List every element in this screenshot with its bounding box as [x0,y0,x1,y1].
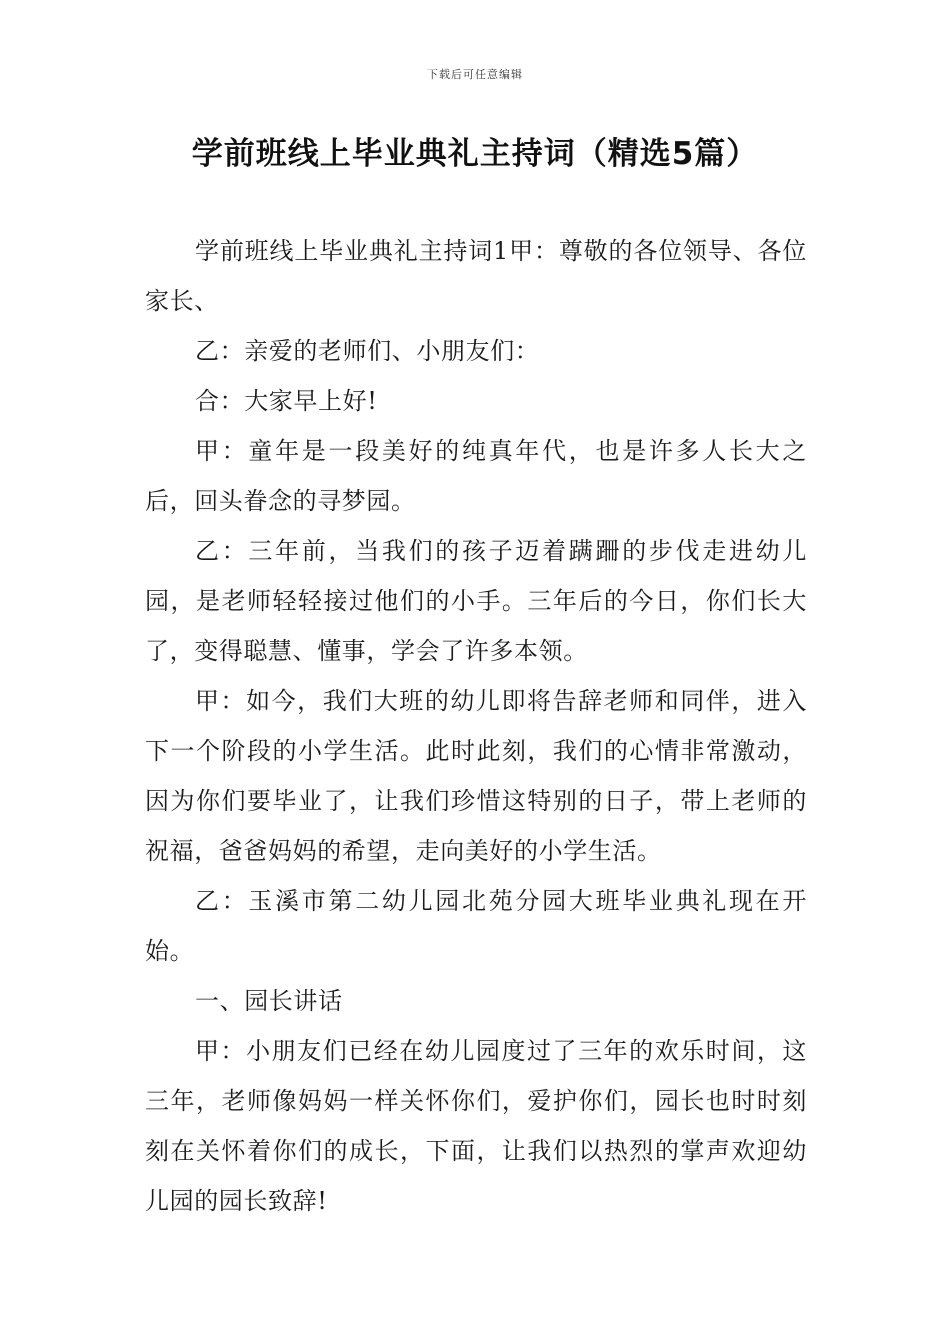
paragraph: 学前班线上毕业典礼主持词1甲：尊敬的各位领导、各位家长、 [145,237,807,315]
paragraph: 乙：三年前，当我们的孩子迈着蹒跚的步伐走进幼儿园，是老师轻轻接过他们的小手。三年后的今日，你们长大了，变得聪慧、懂事，学会了许多本领。 [145,537,807,665]
header-note: 下载后可任意编辑 [427,68,523,81]
document-body [145,226,807,1226]
paragraph: 甲：童年是一段美好的纯真年代，也是许多人长大之后，回头眷念的寻梦园。 [145,437,807,515]
paragraph: 合：大家早上好! [195,387,378,415]
paragraph: 甲：小朋友们已经在幼儿园度过了三年的欢乐时间，这三年，老师像妈妈一样关怀你们，爱护你们，园长也时时刻刻在关怀着你们的成长，下面，让我们以热烈的掌声欢迎幼儿园的园长致辞! [145,1037,807,1215]
document-title: 学前班线上毕业典礼主持词（精选5篇） [191,136,759,172]
section-heading: 一、园长讲话 [195,987,343,1015]
paragraph: 甲：如今，我们大班的幼儿即将告辞老师和同伴，进入下一个阶段的小学生活。此时此刻，我们的心情非常激动，因为你们要毕业了，让我们珍惜这特别的日子，带上老师的祝福，爸爸妈妈的希望，走向美好的小学生活。 [145,687,807,865]
paragraph: 乙：玉溪市第二幼儿园北苑分园大班毕业典礼现在开始。 [145,887,807,965]
paragraph: 乙：亲爱的老师们、小朋友们： [195,337,540,365]
